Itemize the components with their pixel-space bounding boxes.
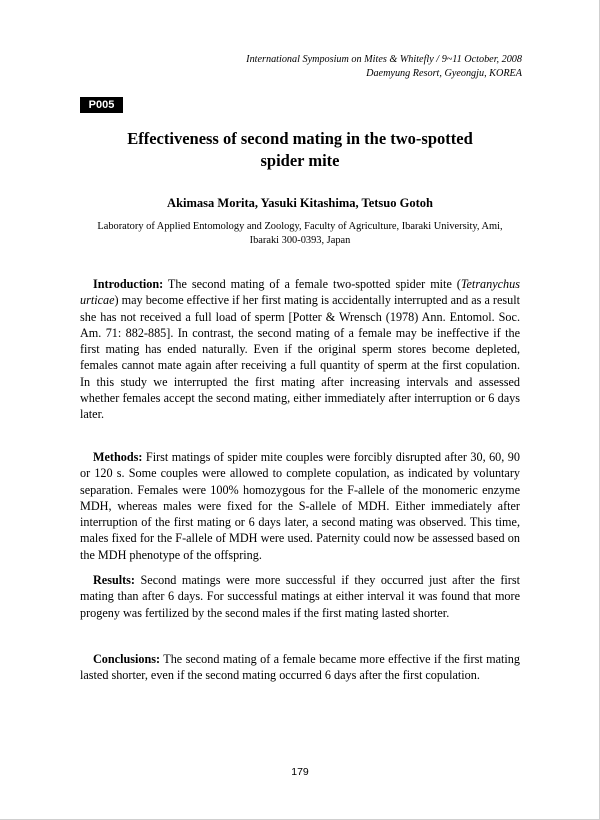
paper-code-badge: P005	[80, 97, 123, 113]
results-text: Second matings were more successful if they occurred just after the first mating than after 6 days. For successful matings at either interval it was found that more progeny was fertilized by the second males if the first mating lasted shorter.	[80, 573, 520, 620]
methods-heading: Methods:	[93, 450, 143, 464]
affiliation-line2: Ibaraki 300-0393, Japan	[249, 235, 351, 246]
affiliation-line1: Laboratory of Applied Entomology and Zoology, Faculty of Agriculture, Ibaraki University, Ami,	[97, 221, 503, 232]
introduction-text-a: The second mating of a female two-spotted spider mite (	[163, 277, 461, 291]
conference-header	[246, 53, 522, 81]
introduction-text-b: ) may become effective if her first mating is accidentally interrupted and as a result she has not received a full load of sperm [Potter & Wrensch (1978) Ann. Entomol. Soc. Am. 71: 882-885]. In contrast, the second mating of a female may be ineffective if the first mating has ended naturally. Even if the original sperm stores become depleted, females cannot mate again after receiving a full quantity of sperm at the first copulation. In this study we interrupted the first mating after increasing intervals and assessed whether females accept the second mating, either immediately after interruption or 6 days later.	[80, 293, 520, 422]
results-section	[80, 572, 520, 621]
page-number: 179	[291, 766, 309, 778]
conference-header-line1: International Symposium on Mites & Whitefly / 9~11 October, 2008	[246, 54, 522, 65]
introduction-section	[80, 276, 520, 423]
conclusions-text: The second mating of a female became more effective if the first mating lasted shorter, even if the second mating occurred 6 days after the first copulation.	[80, 652, 520, 683]
introduction-heading: Introduction:	[93, 277, 164, 291]
conference-header-line2: Daemyung Resort, Gyeongju, KOREA	[366, 68, 522, 79]
paper-title-line2: spider mite	[260, 151, 340, 170]
results-heading: Results:	[93, 573, 135, 587]
conclusions-section	[80, 651, 520, 684]
paper-title-line1: Effectiveness of second mating in the two-spotted	[127, 129, 473, 148]
paper-title	[80, 128, 520, 172]
affiliation	[84, 220, 516, 248]
conclusions-heading: Conclusions:	[93, 652, 161, 666]
methods-section	[80, 449, 520, 563]
authors: Akimasa Morita, Yasuki Kitashima, Tetsuo Gotoh	[167, 196, 433, 210]
methods-text: First matings of spider mite couples were forcibly disrupted after 30, 60, 90 or 120 s. Some couples were allowed to complete copulation, as indicated by voluntary separation. Females were 100% homozygous for the F-allele of the monomeric enzyme MDH, whereas males were fixed for the S-allele of MDH. Either immediately after interruption of the first mating or 6 days later, a second mating was observed. This time, males fixed for the F-allele of MDH were used. Paternity could now be assessed based on the MDH phenotype of the offspring.	[80, 450, 520, 562]
species-name: Tetranychus urticae	[80, 277, 520, 308]
